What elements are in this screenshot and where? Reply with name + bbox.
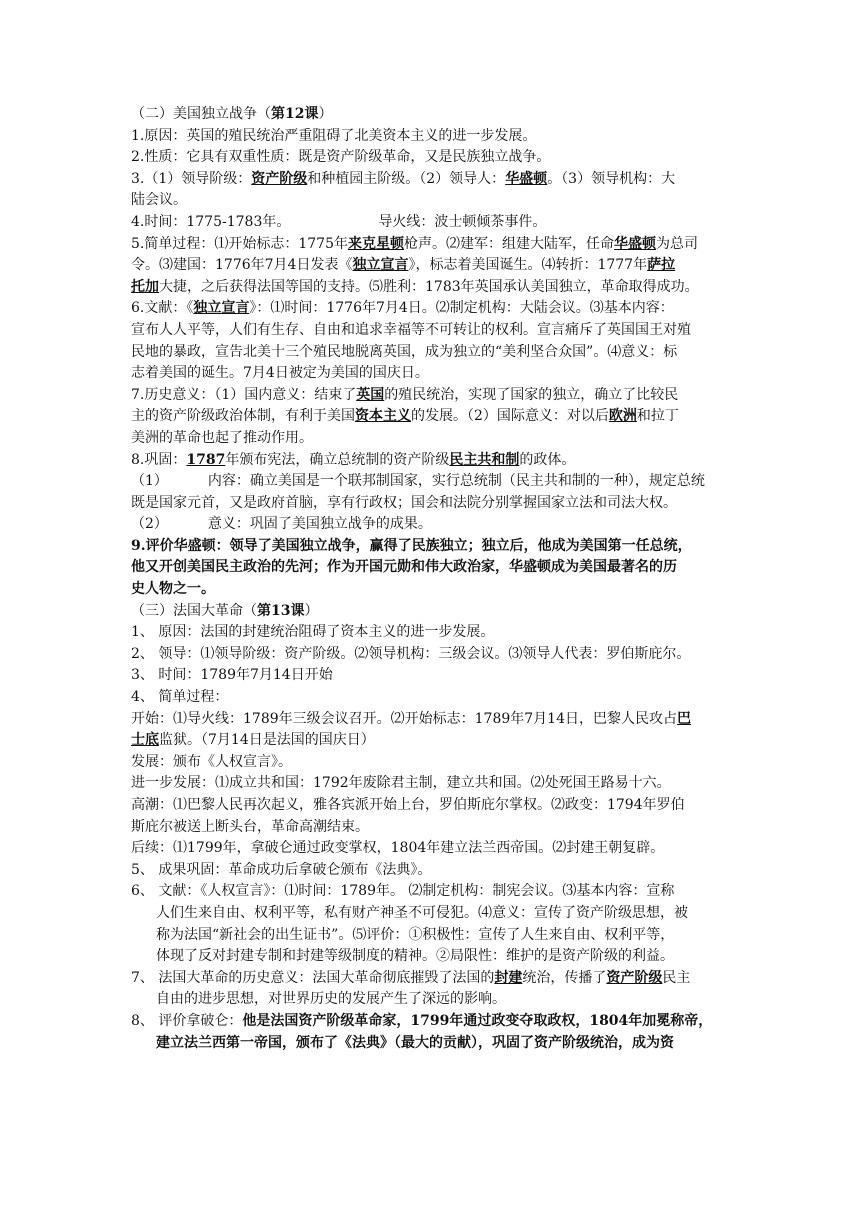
text-line [131, 428, 731, 450]
text-line [131, 406, 731, 428]
text-line [131, 838, 731, 860]
key-term: 萨拉 [647, 257, 676, 274]
key-term: 独立宣言 [352, 257, 409, 274]
text-run: 7、 法国大革命的历史意义：法国大革命彻底摧毁了法国的 [131, 969, 495, 986]
text-run: ） [304, 602, 319, 619]
text-run: 4.时间：1775-1783年。 [131, 213, 291, 230]
text-run: 枪声。⑵建军：组建大陆军，任命 [404, 235, 614, 252]
text-line [131, 989, 731, 1011]
text-run: 斯庇尔被送上断头台，革命高潮结束。 [131, 818, 369, 835]
text-run: 1.原因：英国的殖民统治严重阻碍了北美资本主义的进一步发展。 [131, 127, 537, 144]
text-run: 主的资产阶级政治体制，有利于美国 [131, 408, 355, 425]
text-line [131, 255, 731, 277]
text-run: 年颁布宪法，确立总统制的资产阶级 [225, 451, 450, 468]
text-line [131, 773, 731, 795]
text-line [131, 752, 731, 774]
text-line [131, 298, 731, 320]
text-line [131, 320, 731, 342]
text-run: 志着美国的诞生。7月4日被定为美国的国庆日。 [131, 365, 429, 382]
text-run: 6.文献：《 [131, 300, 194, 317]
text-run: 2、 领导：⑴领导阶级：资产阶级。⑵领导机构：三级会议。⑶领导人代表：罗伯斯庇尔。 [131, 645, 691, 662]
text-line [131, 234, 731, 256]
key-term: 华盛顿 [614, 235, 656, 252]
text-run: 人们生来自由、权利平等，私有财产神圣不可侵犯。⑷意义：宣传了资产阶级思想，被 [156, 904, 688, 921]
text-run: 他是法国资产阶级革命家，1799年通过政变夺取政权，1804年加冕称帝， [242, 1012, 713, 1029]
text-run: 内容：确立美国是一个联邦制国家，实行总统制（民主共和制的一种），规定总统 [207, 473, 705, 490]
text-line [131, 968, 731, 990]
key-term: 1787 [186, 451, 226, 468]
text-line [131, 450, 731, 472]
text-line [131, 1033, 731, 1055]
text-run: 第12课 [271, 106, 319, 122]
text-run: 监狱。（7月14日是法国的国庆日） [159, 732, 375, 749]
text-run: 的政体。 [519, 451, 576, 468]
text-run: 6、 文献：《人权宣言》：⑴时间：1789年。 ⑵制定机构：制宪会议。⑶基本内容：宣称 [131, 883, 675, 900]
text-line [131, 363, 731, 385]
text-run: 》：⑴时间：1776年7月4日。⑵制定机构：大陆会议。⑶基本内容： [249, 300, 674, 317]
text-line [131, 342, 731, 364]
text-line [131, 730, 731, 752]
key-term: 英国 [356, 386, 385, 403]
text-line [131, 557, 731, 579]
text-run: 。（3）领导机构：大 [547, 170, 676, 187]
text-line [131, 644, 731, 666]
text-line [131, 665, 731, 687]
text-run: （二）美国独立战争（ [131, 106, 271, 122]
text-line [131, 212, 731, 234]
key-term: 独立宣言 [193, 300, 250, 317]
text-line [131, 104, 731, 126]
key-term: 资本主义 [355, 408, 411, 425]
key-term: 士底 [131, 732, 159, 749]
text-run: 第13课 [257, 602, 305, 619]
text-run: 7.历史意义：（1）国内意义：结束了 [131, 386, 357, 403]
text-line [131, 1011, 731, 1033]
text-line [131, 126, 731, 148]
text-run: 5、 成果巩固：革命成功后拿破仑颁布《法典》。 [131, 861, 432, 878]
text-run: 陆会议。 [131, 192, 187, 209]
text-run: 史人物之一。 [131, 581, 215, 598]
text-run: 的殖民统治，实现了国家的独立，确立了比较民 [384, 386, 679, 403]
text-run: 9.评价华盛顿：领导了美国独立战争，赢得了民族独立；独立后，他成为美国第一任总统， [131, 537, 692, 554]
text-run: 的发展。（2）国际意义：对以后 [411, 408, 609, 425]
text-line [131, 860, 731, 882]
text-line [131, 471, 731, 493]
text-run: 大捷，之后获得法国等国的支持。⑸胜利：1783年英国承认美国独立，革命取得成功。 [159, 278, 699, 295]
text-run: （1） [131, 473, 168, 490]
text-run: 5.简单过程：⑴开始标志：1775年 [131, 235, 348, 252]
text-line [131, 881, 731, 903]
key-term: 托加 [131, 278, 159, 295]
text-run: 2.性质：它具有双重性质：既是资产阶级革命，又是民族独立战争。 [131, 149, 551, 166]
text-run: 进一步发展：⑴成立共和国：1792年废除君主制，建立共和国。⑵处死国王路易十六。 [131, 775, 671, 792]
key-term: 民主共和制 [449, 451, 520, 468]
text-run: ） [318, 106, 333, 122]
text-run: 8.巩固： [131, 451, 187, 468]
key-term: 资产阶级 [606, 969, 663, 986]
text-line [131, 190, 731, 212]
text-run: 为总司 [656, 235, 698, 252]
text-line [131, 817, 731, 839]
key-term: 巴 [676, 710, 691, 727]
text-run: 1、 原因：法国的封建统治阻碍了资本主义的进一步发展。 [131, 624, 495, 641]
text-run: 既是国家元首，又是政府首脑，享有行政权；国会和法院分别掌握国家立法和司法大权。 [131, 494, 677, 511]
text-run: 体现了反对封建专制和封建等级制度的精神。②局限性：维护的是资产阶级的利益。 [156, 948, 674, 965]
text-run: （三）法国大革命（ [131, 602, 257, 619]
text-run: （2） [131, 516, 168, 533]
text-run: 称为法国“新社会的出生证书”。⑸评价：①积极性：宣传了人生来自由、权利平等， [156, 926, 675, 943]
text-run: 发展：颁布《人权宣言》。 [131, 753, 292, 770]
text-run: 意义：巩固了美国独立战争的成果。 [207, 516, 432, 533]
document-page [131, 104, 731, 1054]
text-run: 和种植园主阶级。（2）领导人： [307, 170, 506, 187]
text-line [131, 514, 731, 536]
text-line [131, 277, 731, 299]
text-run: 美洲的革命也起了推动作用。 [131, 429, 313, 446]
text-line [131, 169, 731, 191]
text-line [131, 536, 731, 558]
text-run: 开始：⑴导火线：1789年三级会议召开。⑵开始标志：1789年7月14日，巴黎人民攻占 [131, 710, 677, 727]
text-line [131, 622, 731, 644]
text-line [131, 147, 731, 169]
key-term: 资产阶级 [251, 170, 308, 187]
text-line [131, 946, 731, 968]
text-line [131, 385, 731, 407]
text-run: 和拉丁 [636, 408, 679, 425]
text-run: 自由的进步思想，对世界历史的发展产生了深远的影响。 [156, 991, 506, 1008]
text-run: 》，标志着美国诞生。⑷转折：1777年 [408, 257, 648, 274]
text-run: 导火线：波士顿倾茶事件。 [378, 213, 547, 230]
key-term: 来克星顿 [348, 235, 404, 252]
text-run: 他又开创美国民主政治的先河；作为开国元勋和伟大政治家，华盛顿成为美国最著名的历 [131, 559, 677, 576]
text-run: 3、 时间：1789年7月14日开始 [131, 667, 333, 684]
text-run: 民主 [662, 969, 691, 986]
text-line [131, 579, 731, 601]
text-run: 宣布人人平等，人们有生存、自由和追求幸福等不可转让的权利。宣言痛斥了英国国王对殖 [131, 321, 691, 338]
text-run: 8、 评价拿破仑： [131, 1012, 243, 1029]
text-run: 3.（1）领导阶级： [131, 170, 252, 187]
text-line [131, 709, 731, 731]
text-run: 统治，传播了 [522, 969, 607, 986]
text-line [131, 687, 731, 709]
text-line [131, 795, 731, 817]
text-run: 高潮：⑴巴黎人民再次起义，雅各宾派开始上台，罗伯斯庇尔掌权。⑵政变：1794年罗伯 [131, 797, 685, 813]
text-run: 令。⑶建国：1776年7月4日发表《 [131, 257, 353, 274]
key-term: 华盛顿 [505, 170, 548, 187]
text-line [131, 493, 731, 515]
key-term: 欧洲 [608, 408, 637, 425]
text-line [131, 903, 731, 925]
text-line [131, 925, 731, 947]
key-term: 封建 [494, 969, 523, 986]
text-run: 建立法兰西第一帝国，颁布了《法典》（最大的贡献），巩固了资产阶级统治，成为资 [156, 1034, 674, 1051]
text-run: 民地的暴政，宣告北美十三个殖民地脱离英国，成为独立的“美利坚合众国”。⑷意义：标 [131, 343, 678, 360]
text-run: 后续：⑴1799年，拿破仑通过政变掌权，1804年建立法兰西帝国。⑵封建王朝复辟。 [131, 840, 665, 857]
text-line [131, 601, 731, 623]
text-run: 4、 简单过程： [131, 689, 229, 706]
